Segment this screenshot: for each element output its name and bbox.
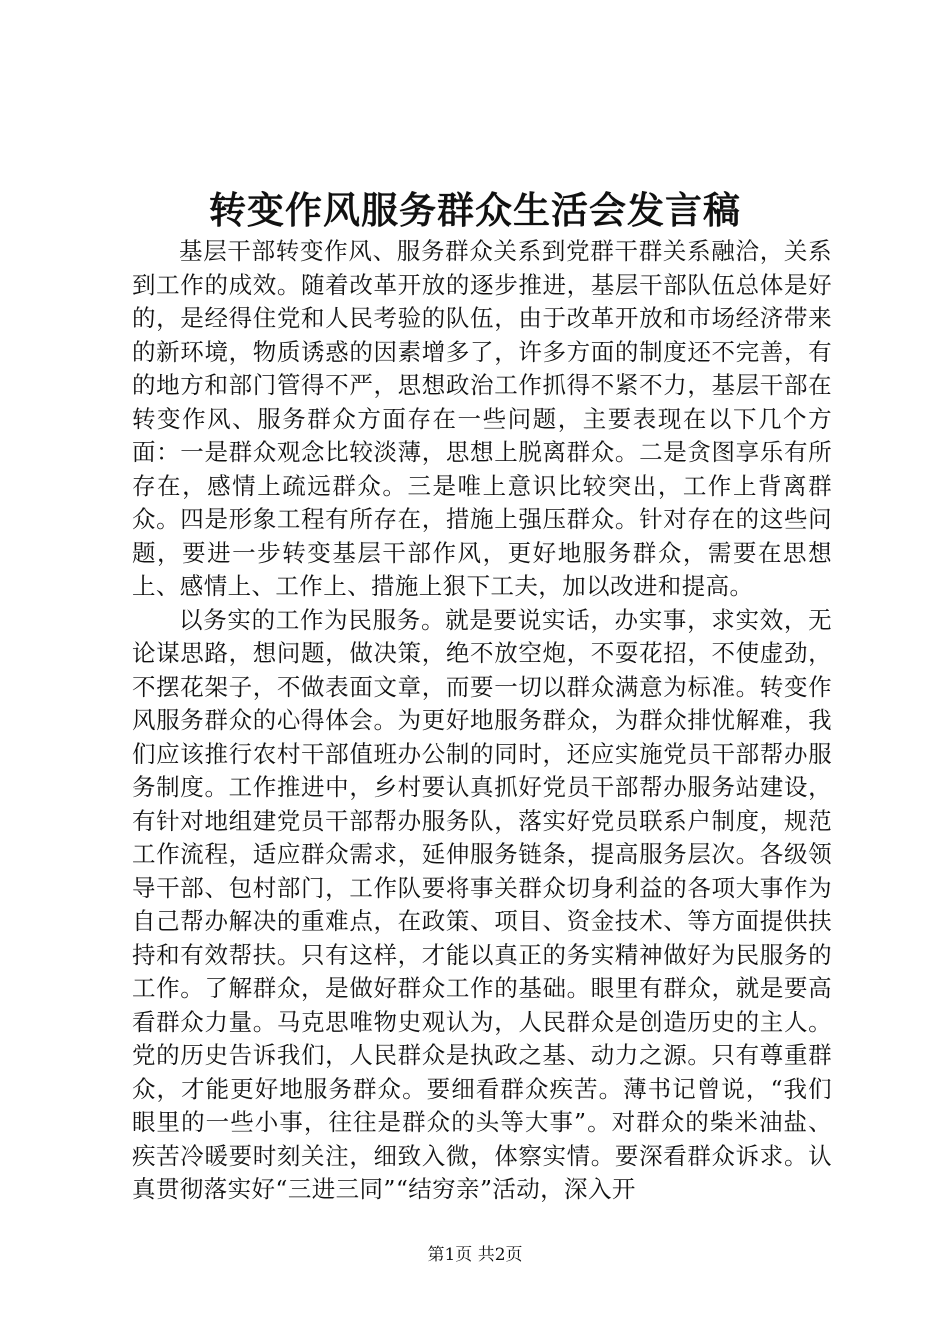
document-title: 转变作风服务群众生活会发言稿 bbox=[209, 188, 741, 232]
paragraph-1: 基层干部转变作风、服务群众关系到党群干群关系融洽，关系到工作的成效。随着改革开放的逐步推进，基层干部队伍总体是好的，是经得住党和人民考验的队伍，由于改革开放和市场经济带来的新环境，物质诱惑的因素增多了，许多方面的制度还不完善，有的地方和部门管得不严，思想政治工作抓得不紧不力，基层干部在转变作风、服务群众方面存在一些问题，主要表现在以下几个方面：一是群众观念比较淡薄，思想上脱离群众。二是贪图享乐有所存在，感情上疏远群众。三是唯上意识比较突出，工作上背离群众。四是形象工程有所存在，措施上强压群众。针对存在的这些问题，要进一步转变基层干部作风，更好地服务群众，需要在思想上、感情上、工作上、措施上狠下工夫，加以改进和提高。 bbox=[132, 237, 832, 600]
document-body bbox=[132, 235, 832, 1207]
paragraph-2: 以务实的工作为民服务。就是要说实话，办实事，求实效，无论谋思路，想问题，做决策，绝不放空炮，不耍花招，不使虚劲，不摆花架子，不做表面文章，而要一切以群众满意为标准。转变作风服务群众的心得体会。为更好地服务群众，为群众排忧解难，我们应该推行农村干部值班办公制的同时，还应实施党员干部帮办服务制度。工作推进中，乡村要认真抓好党员干部帮办服务站建设，有针对地组建党员干部帮办服务队，落实好党员联系户制度，规范工作流程，适应群众需求，延伸服务链条，提高服务层次。各级领导干部、包村部门，工作队要将事关群众切身利益的各项大事作为自己帮办解决的重难点，在政策、项目、资金技术、等方面提供扶持和有效帮扶。只有这样，才能以真正的务实精神做好为民服务的工作。了解群众，是做好群众工作的基础。眼里有群众，就是要高看群众力量。马克思唯物史观认为，人民群众是创造历史的主人。党的历史告诉我们，人民群众是执政之基、动力之源。只有尊重群众，才能更好地服务群众。要细看群众疾苦。薄书记曾说，“我们眼里的一些小事，往往是群众的头等大事”。对群众的柴米油盐、疾苦冷暖要时刻关注，细致入微，体察实情。要深看群众诉求。认真贯彻落实好“三进三同”“结穷亲”活动，深入开 bbox=[132, 605, 832, 1203]
page-number-footer: 第1页 共2页 bbox=[427, 1245, 523, 1265]
